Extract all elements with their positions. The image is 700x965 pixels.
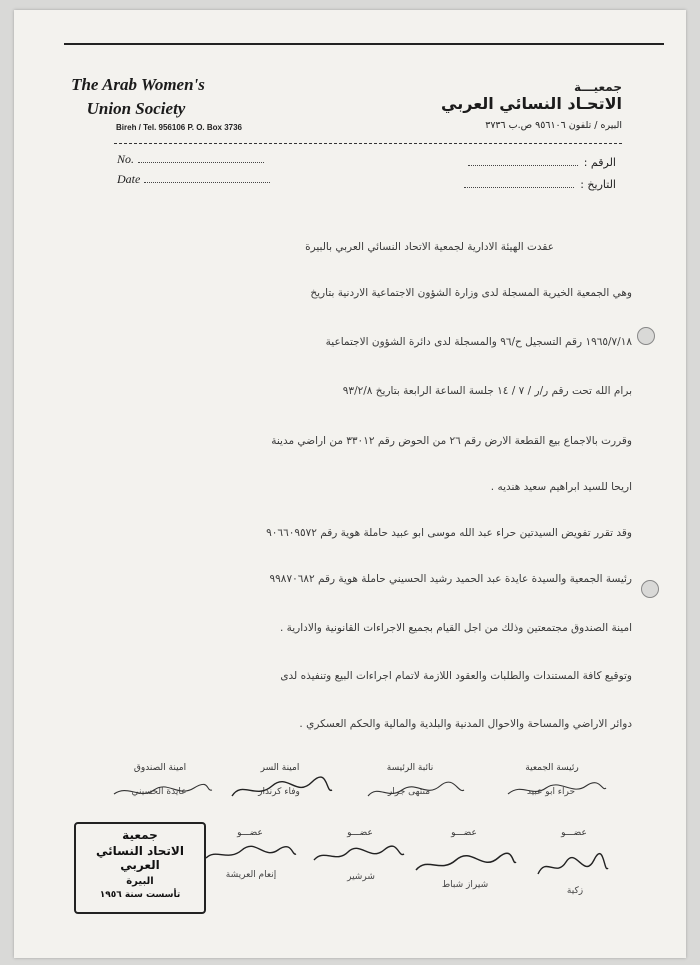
sig-name-member-1: زكية bbox=[566, 886, 584, 896]
top-rule bbox=[64, 43, 664, 45]
no-dotted-line bbox=[138, 162, 264, 163]
body-line-11: دوائر الاراضي والمساحة والاحوال المدنية والبلدية والمالية والحكم العسكري . bbox=[299, 718, 632, 730]
date-field bbox=[117, 172, 270, 187]
body-line-7: وقد تقرر تفويض السيدتين حراء عبد الله موسى ابو عبيد حاملة هوية رقم ٩٠٦٦٠٩٥٧٢ bbox=[266, 527, 632, 539]
body-line-3: ١٩٦٥/٧/١٨ رقم التسجيل ح/٩٦ والمسجلة لدى دائرة الشؤون الاجتماعية bbox=[325, 336, 632, 348]
sig-name-member-4: إنعام العريشة bbox=[225, 870, 277, 880]
signature-member-3 bbox=[308, 840, 408, 872]
sig-title-vice-president: نائبة الرئيسة bbox=[386, 763, 434, 773]
ref-field-ar bbox=[468, 156, 616, 169]
sig-name-secretary: وفاء كرندار bbox=[258, 787, 300, 797]
sig-title-member-1: عضـــو bbox=[561, 828, 587, 838]
no-field bbox=[117, 152, 264, 167]
sig-title-treasurer: امينة الصندوق bbox=[133, 763, 187, 773]
punch-hole-bottom bbox=[641, 580, 659, 598]
no-label: No. bbox=[117, 152, 135, 166]
signature-vice-president bbox=[360, 778, 470, 804]
letterhead-english-line2: Union Society bbox=[86, 99, 186, 118]
body-line-8: رئيسة الجمعية والسيدة عايدة عبد الحميد رشيد الحسيني حاملة هوية رقم ٩٩٨٧٠٦٨٢ bbox=[269, 573, 632, 585]
header-divider bbox=[114, 143, 622, 144]
sig-title-member-4: عضـــو bbox=[237, 828, 263, 838]
letterhead-english-address: Bireh / Tel. 956106 P. O. Box 3736 bbox=[116, 123, 242, 132]
body-line-2: وهي الجمعية الخيرية المسجلة لدى وزارة الشؤون الاجتماعية الاردنية بتاريخ bbox=[310, 287, 632, 299]
letterhead-arabic-name: الاتحـاد النسائي العربي bbox=[441, 94, 622, 113]
sig-name-treasurer: عايدة الحسيني bbox=[131, 787, 187, 797]
stamp-line-3: البيرة bbox=[126, 876, 154, 887]
sig-name-vice-president: منتهى جرار bbox=[387, 787, 431, 797]
body-line-4: برام الله تحت رقم ر/ر / ٧ / ١٤ جلسة الساعة الرابعة بتاريخ ٩٣/٢/٨ bbox=[342, 385, 632, 397]
date-dotted-line bbox=[144, 182, 270, 183]
sig-title-member-2: عضـــو bbox=[451, 828, 477, 838]
sig-name-member-3: شرشير bbox=[347, 872, 375, 882]
signature-member-2 bbox=[410, 846, 520, 882]
sig-title-secretary: امينة السر bbox=[260, 763, 300, 773]
body-line-5: وقررت بالاجماع بيع القطعة الارض رقم ٢٦ من الحوض رقم ٣٣٠١٢ من اراضي مدينة bbox=[271, 435, 632, 447]
sig-title-president: رئيسة الجمعية bbox=[525, 763, 579, 773]
stamp-line-4: تأسست سنة ١٩٥٦ bbox=[99, 890, 181, 900]
signature-president bbox=[502, 778, 612, 802]
signature-treasurer bbox=[106, 778, 216, 804]
sig-name-member-2: شيراز شباط bbox=[441, 880, 489, 890]
date-label-ar: التاريخ : bbox=[580, 178, 616, 191]
body-line-6: اريحا للسيد ابراهيم سعيد هنديه . bbox=[490, 481, 632, 493]
date-ar-dotted-line bbox=[464, 187, 574, 188]
letterhead-arabic-address: البيره / تلفون ٩٥٦١٠٦ ص.ب ٣٧٣٦ bbox=[485, 120, 622, 131]
body-line-10: وتوقيع كافة المستندات والطلبات والعقود اللازمة لاتمام اجراءات البيع وتنفيذه لدى bbox=[280, 670, 632, 682]
punch-hole-top bbox=[637, 327, 655, 345]
letterhead-arabic-org: جمعيـــة bbox=[574, 80, 622, 94]
body-line-1: عقدت الهيئة الادارية لجمعية الاتحاد النسائي العربي بالبيرة bbox=[305, 241, 554, 253]
stamp-line-2: الاتحاد النسائي العربي bbox=[96, 844, 184, 872]
ref-dotted-line bbox=[468, 165, 578, 166]
society-stamp bbox=[74, 822, 206, 914]
sig-title-member-3: عضـــو bbox=[347, 828, 373, 838]
sig-name-president: حراء ابو عبيد bbox=[526, 787, 576, 797]
signature-secretary bbox=[226, 776, 336, 804]
ref-label-ar: الرقم : bbox=[583, 156, 616, 169]
stamp-line-1: جمعية bbox=[122, 828, 158, 842]
body-line-9: امينة الصندوق مجتمعتين وذلك من اجل القيام بجميع الاجراءات القانونية والادارية . bbox=[279, 622, 632, 634]
letter-sheet bbox=[14, 10, 686, 958]
signature-member-4 bbox=[200, 838, 300, 870]
letterhead-english-line1: The Arab Women's bbox=[71, 75, 205, 94]
signature-member-1 bbox=[532, 848, 612, 886]
date-label: Date bbox=[117, 172, 141, 186]
date-field-ar bbox=[464, 178, 616, 191]
